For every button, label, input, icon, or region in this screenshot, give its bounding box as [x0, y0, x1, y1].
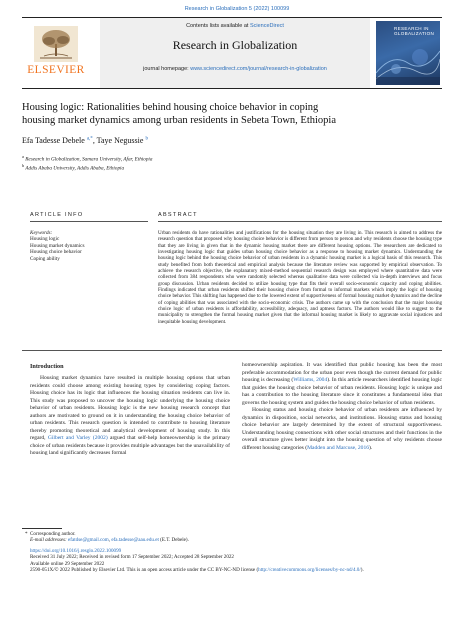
elsevier-tree-icon [34, 26, 78, 62]
citation-link[interactable]: Madden and Marcuse, 2016 [307, 445, 369, 452]
abstract-heading: ABSTRACT [158, 212, 198, 218]
received-dates: Received 31 July 2022; Received in revised form 17 September 2022; Accepted 28 September 2022 [30, 554, 234, 561]
footnote-star: * [25, 531, 28, 537]
corresponding-text: Corresponding author. [30, 531, 76, 537]
contents-line [100, 23, 370, 29]
email-label: E-mail addresses: [30, 537, 69, 544]
corresponding-author-note [25, 531, 450, 537]
paragraph-text: ). In this article researchers identified housing logic that guides the housing choice behavior of urban residents. Housing logic is unique and has a contribution to the housing literature since it constitutes a fundamental idea that governs the housing system and guides the housing choice behavior of urban residents. [242, 377, 442, 406]
article-title-line2: housing market dynamics among urban residents in Sebeta Town, Ethiopia [22, 114, 337, 126]
keyword-item: Housing market dynamics [30, 242, 85, 249]
license-line [30, 567, 450, 573]
cover-title-line1: RESEARCH IN [394, 26, 429, 31]
journal-header [22, 17, 442, 89]
email-link[interactable]: efatdse@gmail.com [68, 537, 109, 544]
article-info-rule [30, 221, 148, 222]
author-affiliation-marker[interactable]: a,* [86, 136, 93, 142]
author-name[interactable]: Efa Tadesse Debele [22, 136, 85, 145]
email-link[interactable]: efa.tadesse@aau.edu.et [111, 537, 159, 544]
journal-homepage-link[interactable]: www.sciencedirect.com/journal/research-in-globalization [190, 66, 327, 72]
elsevier-wordmark: ELSEVIER [27, 64, 85, 76]
introduction-left-column [30, 375, 230, 458]
abstract-bottom-rule [22, 350, 442, 351]
abstract-rule [158, 221, 442, 222]
article-footer [25, 531, 450, 574]
available-online-date: Available online 29 September 2022 [30, 560, 105, 567]
homepage-prefix: journal homepage: [143, 66, 191, 72]
homepage-line [100, 66, 370, 72]
affiliations [22, 154, 152, 172]
introduction-paragraph [30, 375, 230, 458]
cover-art-graphic [376, 43, 440, 85]
license-text: ). [360, 567, 364, 574]
paragraph-text: Housing market dynamics have resulted in multiple housing options that urban residents could choose among existing housing types by considering coping factors. Housing choice has its logic that influences the housing situation residents can live in. This study was proposed to uncover the housing logic underlying the housing choice behavior of urban residents. Housing logic is the new housing research concept that authors are motivated to ground on it in understanding the housing choice behavior of urban residents. This research question is intended to contribute to housing literature thereby promoting theoretical and analytical development of housing study. In this regard, [30, 375, 230, 442]
keywords-label: Keywords: [30, 230, 53, 236]
paragraph-text: Housing status and housing choice behavior of urban residents are influenced by dynamics in disposition, social networks, and institutions. Housing status and housing choice behavior are largely determined by the extent of structural supportiveness. Understanding housing connections with other social structures and their functions in the overall structure gives better insight into the housing question of why residents choose different housing categories ( [242, 407, 442, 452]
author-separator: , [92, 136, 97, 145]
author-list [22, 136, 148, 145]
journal-cover-thumbnail[interactable] [376, 21, 440, 85]
affiliation-marker: b [22, 163, 25, 169]
affiliation-item [22, 154, 152, 163]
article-info-heading: ARTICLE INFO [30, 212, 84, 218]
article-title-line1: Housing logic: Rationalities behind housing choice behavior in coping [22, 102, 319, 113]
article-title [22, 102, 422, 127]
author-affiliation-marker[interactable]: b [145, 136, 148, 142]
affiliation-item [22, 163, 152, 172]
introduction-paragraph [242, 407, 442, 452]
introduction-right-column [242, 362, 442, 453]
keyword-item: Housing choice behavior [30, 249, 82, 256]
email-owner: (E.T. Debele). [158, 537, 189, 544]
doi-link[interactable]: https://doi.org/10.1016/j.resglo.2022.100099 [30, 547, 122, 554]
abstract-text: Urban residents do have rationalities and justifications for the housing situation they are living in. This research is aimed to address the research question that proposed why housing choice behavior is different from person to person and why residents choose the housing type that they are living in given that in the dynamic housing market there are different housing options. The researchers are dedicated to investigating housing logic that guides urban housing choice behavior as a response to housing market dynamics. Understanding the housing logic behind the housing choice behavior of urban residents in a dynamic housing market is a logical basis of this research. This study benefited from both theoretical and empirical analysis because the literature review was supported by empirical observation. To achieve the research objective, the explanatory mixed-method sequential research design was employed where quantitative data were collected from 384 respondents who were randomly selected whereas qualitative data were collected via in-depth interviews and focus group discussion. Urban residents decided to utilize housing type that fits their overall socio-economic capacity and coping abilities. Findings indicated that urban residents shifted their housing choice from formal to informal markets which imply the logic of housing choice behavior. This shifting has happened due to the lowered extent of supportiveness of formal housing market dynamics and the decline of coping abilities that was associated with the socio-economic crisis. The authors came up with the conclusion that the major housing choice logic of urban residents is affordability, accessibility, adequacy, and aptness factors. The authors would like to suggest to the municipality to strengthen the formal housing market given that the informal housing market is likely to aggravate social injustices and inequitable housing development. [158, 230, 442, 325]
license-link[interactable]: http://creativecommons.org/licenses/by-nc-nd/4.0/ [258, 567, 361, 574]
affiliation-text: Addis Ababa University, Addis Ababa, Ethiopia [25, 165, 125, 172]
footnote-rule [22, 528, 62, 529]
journal-info-panel [100, 18, 370, 88]
affiliation-text: Research in Globalization, Samara University, Afar, Ethiopia [25, 156, 153, 163]
email-separator: , [108, 537, 112, 544]
license-text: 2590-051X/© 2022 Published by Elsevier Ltd. This is an open access article under the CC BY-NC-ND license ( [30, 567, 259, 574]
affiliation-marker: a [22, 154, 24, 159]
cover-title-line2: GLOBALIZATION [394, 31, 435, 37]
keywords-block [30, 230, 84, 262]
citation-link[interactable]: Williams, 2004 [293, 377, 328, 384]
sciencedirect-link[interactable]: ScienceDirect [249, 23, 284, 29]
journal-name[interactable]: Research in Globalization [172, 38, 298, 52]
keyword-item: Housing logic [30, 236, 60, 243]
cover-title [394, 26, 434, 37]
introduction-heading: Introduction [30, 363, 64, 370]
paragraph-text: homeownership aspiration. It was identified that public housing has been the most preferable accommodation for the urban poor even though the current demand for public housing is decreasing ( [242, 362, 442, 384]
paragraph-text: argued that self-help homeownership is the primary choice of urban residents because it provides multiple advantages but the unavailability of housing land significantly decreases formal [30, 435, 230, 457]
author-name[interactable]: Taye Negussie [96, 136, 144, 145]
journal-citation-top[interactable]: Research in Globalization 5 (2022) 100099 [184, 6, 290, 12]
citation-link[interactable]: Gilbert and Varley (2002) [47, 435, 108, 442]
email-line [30, 537, 450, 543]
contents-prefix: Contents lists available at [186, 23, 250, 29]
keyword-item: Coping ability [30, 255, 60, 262]
paragraph-text: ). [369, 445, 373, 452]
elsevier-logo[interactable] [26, 26, 86, 82]
introduction-paragraph [242, 362, 442, 407]
